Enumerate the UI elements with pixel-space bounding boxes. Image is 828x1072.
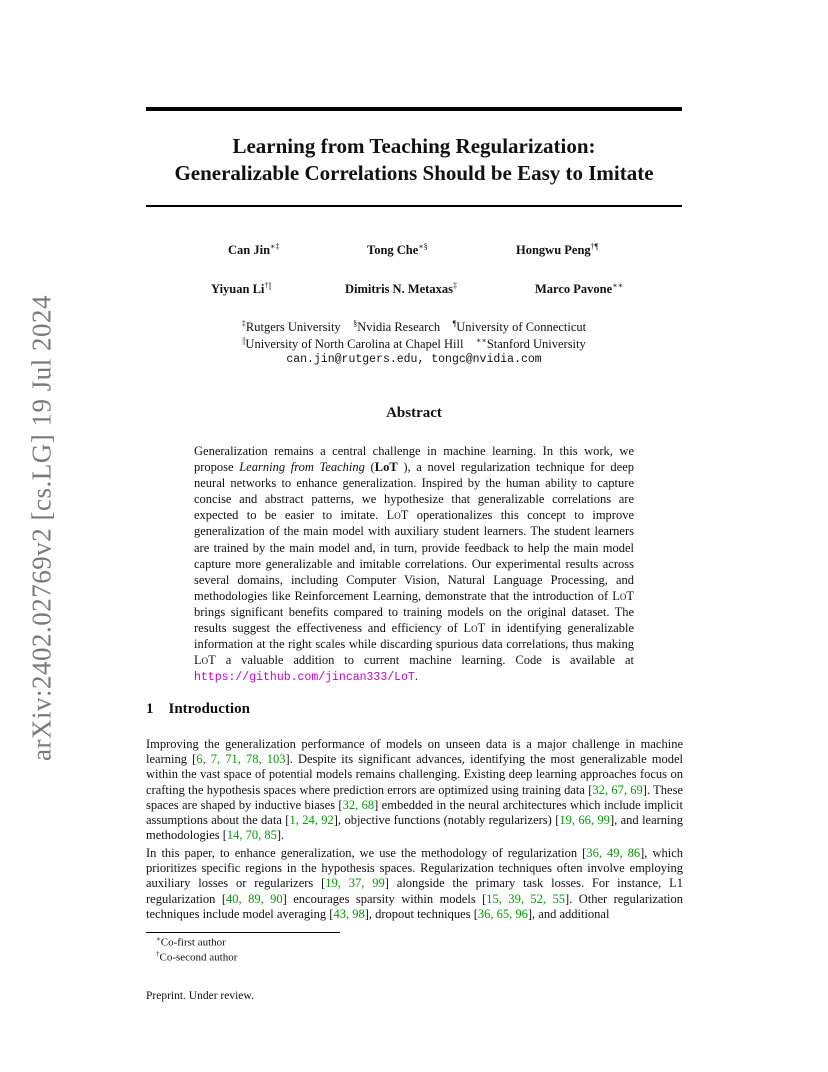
footnote-rule xyxy=(146,932,340,933)
citation-link[interactable]: 36, 65, 96 xyxy=(477,906,528,921)
arxiv-stamp: arXiv:2402.02769v2 [cs.LG] 19 Jul 2024 xyxy=(26,295,57,761)
footnote-2: †Co-second author xyxy=(156,950,238,964)
author-can-jin: Can Jin∗‡ xyxy=(228,241,280,257)
citation-link[interactable]: 14, 70, 85 xyxy=(226,828,277,843)
affiliations xyxy=(0,319,828,369)
citation-link[interactable]: 36, 49, 86 xyxy=(586,846,641,860)
citation-link[interactable]: 32, 68 xyxy=(342,797,375,812)
affiliation-line-2: ||University of North Carolina at Chapel Hill ∗∗Stanford University xyxy=(242,335,586,351)
abstract-heading: Abstract xyxy=(386,405,442,421)
title-top-rule xyxy=(146,107,682,111)
title-line-1: Learning from Teaching Regularization: xyxy=(232,134,596,158)
paper-title xyxy=(0,133,828,187)
citation-link[interactable]: 1, 24, 92 xyxy=(289,813,334,828)
abstract-text: Generalization remains a central challenge in machine learning. In this work, we propose Learning from Teaching (LoT ), a novel regularization technique for deep neural networks to enhance generalization. Inspired by the human ability to capture concise and abstract patterns, we hypothesize that generalizable correlations are expected to be easier to imitate. LoT operationalizes this concept to improve generalization of the main model with auxiliary student learners. The student learners are trained by the main model and, in turn, provide feedback to help the main model capture more generalizable and imitable correlations. Our experimental results across several domains, including Computer Vision, Natural Language Processing, and methodologies like Reinforcement Learning, demonstrate that the introduction of LoT brings significant benefits compared to training models on the original dataset. The results suggest the effectiveness and efficiency of LoT in identifying generalizable information at the right scales while discarding spurious data correlations, thus making LoT a valuable addition to current machine learning. Code is available at https://github.com/jincan333/LoT. xyxy=(194,444,635,685)
author-emails: can.jin@rutgers.edu, tongc@nvidia.com xyxy=(286,353,542,366)
citation-link[interactable]: 19, 66, 99 xyxy=(559,813,610,828)
citation-link[interactable]: 19, 37, 99 xyxy=(325,876,385,891)
citation-link[interactable]: 15, 39, 52, 55 xyxy=(486,891,565,906)
page-footer: Preprint. Under review. xyxy=(146,990,254,1002)
author-yiyuan-li: Yiyuan Li†|| xyxy=(211,280,272,296)
author-marco-pavone: Marco Pavone∗∗ xyxy=(535,280,624,296)
footnote-1: ∗Co-first author xyxy=(156,935,226,949)
code-repository-link[interactable]: https://github.com/jincan333/LoT xyxy=(194,671,415,685)
citation-link[interactable]: 43, 98 xyxy=(333,906,365,921)
citation-link[interactable]: 40, 89, 90 xyxy=(226,891,283,906)
section-heading-introduction: 1 Introduction xyxy=(146,701,250,717)
author-tong-che: Tong Che∗§ xyxy=(367,241,428,257)
title-bottom-rule xyxy=(146,205,682,207)
title-line-2: Generalizable Correlations Should be Easy to Imitate xyxy=(174,161,654,185)
author-dimitris-metaxas: Dimitris N. Metaxas‡ xyxy=(345,280,457,296)
citation-link[interactable]: 32, 67, 69 xyxy=(592,782,643,797)
affiliation-line-1: ‡Rutgers University §Nvidia Research ¶University of Connecticut xyxy=(241,318,587,334)
intro-paragraph-2: In this paper, to enhance generalization, we use the methodology of regularization [36, 49, 86], which prioritizes specific regions in the hypothesis spaces. Regularization techniques often involve employing auxiliary losses or regularizers [19, 37, 99] alongside the primary task losses. For instance, L1 regularization [40, 89, 90] encourages sparsity within models [15, 39, 52, 55]. Other regularization techniques include model averaging [43, 98], dropout techniques [36, 65, 96], and additional xyxy=(146,846,684,921)
citation-link[interactable]: 6, 7, 71, 78, 103 xyxy=(196,752,286,767)
author-hongwu-peng: Hongwu Peng†¶ xyxy=(516,241,599,257)
intro-paragraph-1: Improving the generalization performance of models on unseen data is a major challenge in machine learning [6, 7, 71, 78, 103]. Despite its significant advances, identifying the most generalizable model within the vast space of potential models remains challenging. Existing deep learning approaches focus on crafting the hypothesis spaces where prediction errors are optimized using training data [32, 67, 69]. These spaces are shaped by inductive biases [32, 68] embedded in the neural architectures which include implicit assumptions about the data [1, 24, 92], objective functions (notably regularizers) [19, 66, 99], and learning methodologies [14, 70, 85]. xyxy=(146,737,684,843)
